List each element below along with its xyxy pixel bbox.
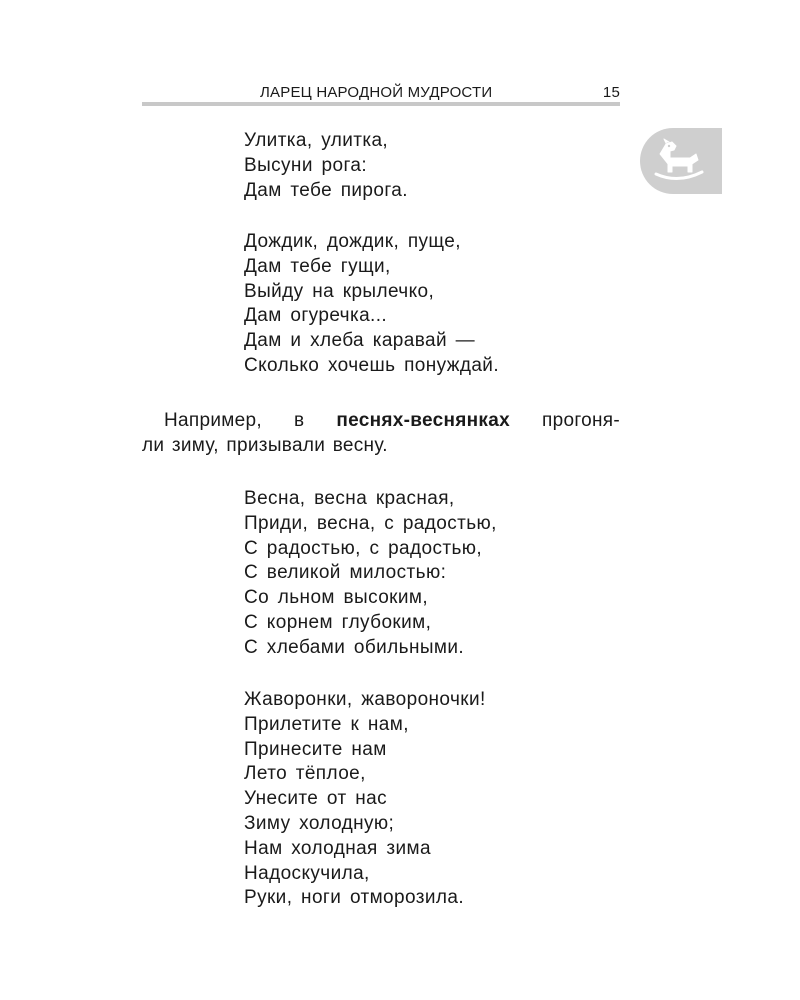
verse-line: Дождик, дождик, пуще, — [244, 231, 461, 252]
verse-line: Надоскучила, — [244, 862, 370, 884]
verse-line: Лето тёплое, — [244, 763, 366, 785]
running-title: ЛАРЕЦ НАРОДНОЙ МУДРОСТИ — [260, 84, 493, 101]
header-rule — [142, 102, 620, 106]
verse-line: Принесите нам — [244, 738, 387, 760]
verse-line: Жаворонки, жавороночки! — [244, 689, 486, 710]
verse-line: С радостью, с радостью, — [244, 537, 483, 559]
verse-line: Дам огуречка... — [244, 305, 388, 327]
thumb-tab — [640, 128, 722, 194]
verse-line: С корнем глубоким, — [244, 611, 432, 633]
verse-line: Руки, ноги отморозила. — [244, 887, 464, 909]
emphasis-term: песнях-веснянках — [336, 410, 510, 431]
verse-line: Дам и хлеба каравай — — [244, 330, 476, 352]
paragraph-text-before: Например, в — [164, 410, 337, 431]
verse-line: Со льном высоким, — [244, 587, 429, 609]
paragraph-line-1 — [142, 409, 620, 434]
verse-line: Весна, весна красная, — [244, 488, 455, 509]
page-number: 15 — [602, 84, 620, 101]
stanza-4 — [244, 688, 486, 911]
stanza-2 — [244, 230, 499, 379]
verse-line: Нам холодная зима — [244, 837, 431, 859]
paragraph-text-after: прогоня- — [509, 410, 621, 431]
verse-line: Высуни рога: — [244, 154, 368, 176]
verse-line: Улитка, улитка, — [244, 130, 389, 151]
stanza-1 — [244, 129, 408, 203]
verse-line: Сколько хочешь понуждай. — [244, 354, 499, 376]
verse-line: Унесите от нас — [244, 788, 388, 810]
verse-line: Приди, весна, с радостью, — [244, 512, 497, 534]
stanza-3 — [244, 487, 497, 661]
verse-line: С хлебами обильными. — [244, 636, 465, 658]
verse-line: Дам тебе пирога. — [244, 179, 408, 201]
rocking-horse-icon — [650, 138, 706, 186]
verse-line: Дам тебе гущи, — [244, 255, 391, 277]
body-paragraph — [142, 409, 620, 459]
verse-line: С великой милостью: — [244, 562, 447, 584]
verse-line: Зиму холодную; — [244, 812, 395, 834]
paragraph-line-2: ли зиму, призывали весну. — [142, 434, 388, 456]
verse-line: Выйду на крылечко, — [244, 280, 435, 302]
verse-line: Прилетите к нам, — [244, 713, 409, 735]
